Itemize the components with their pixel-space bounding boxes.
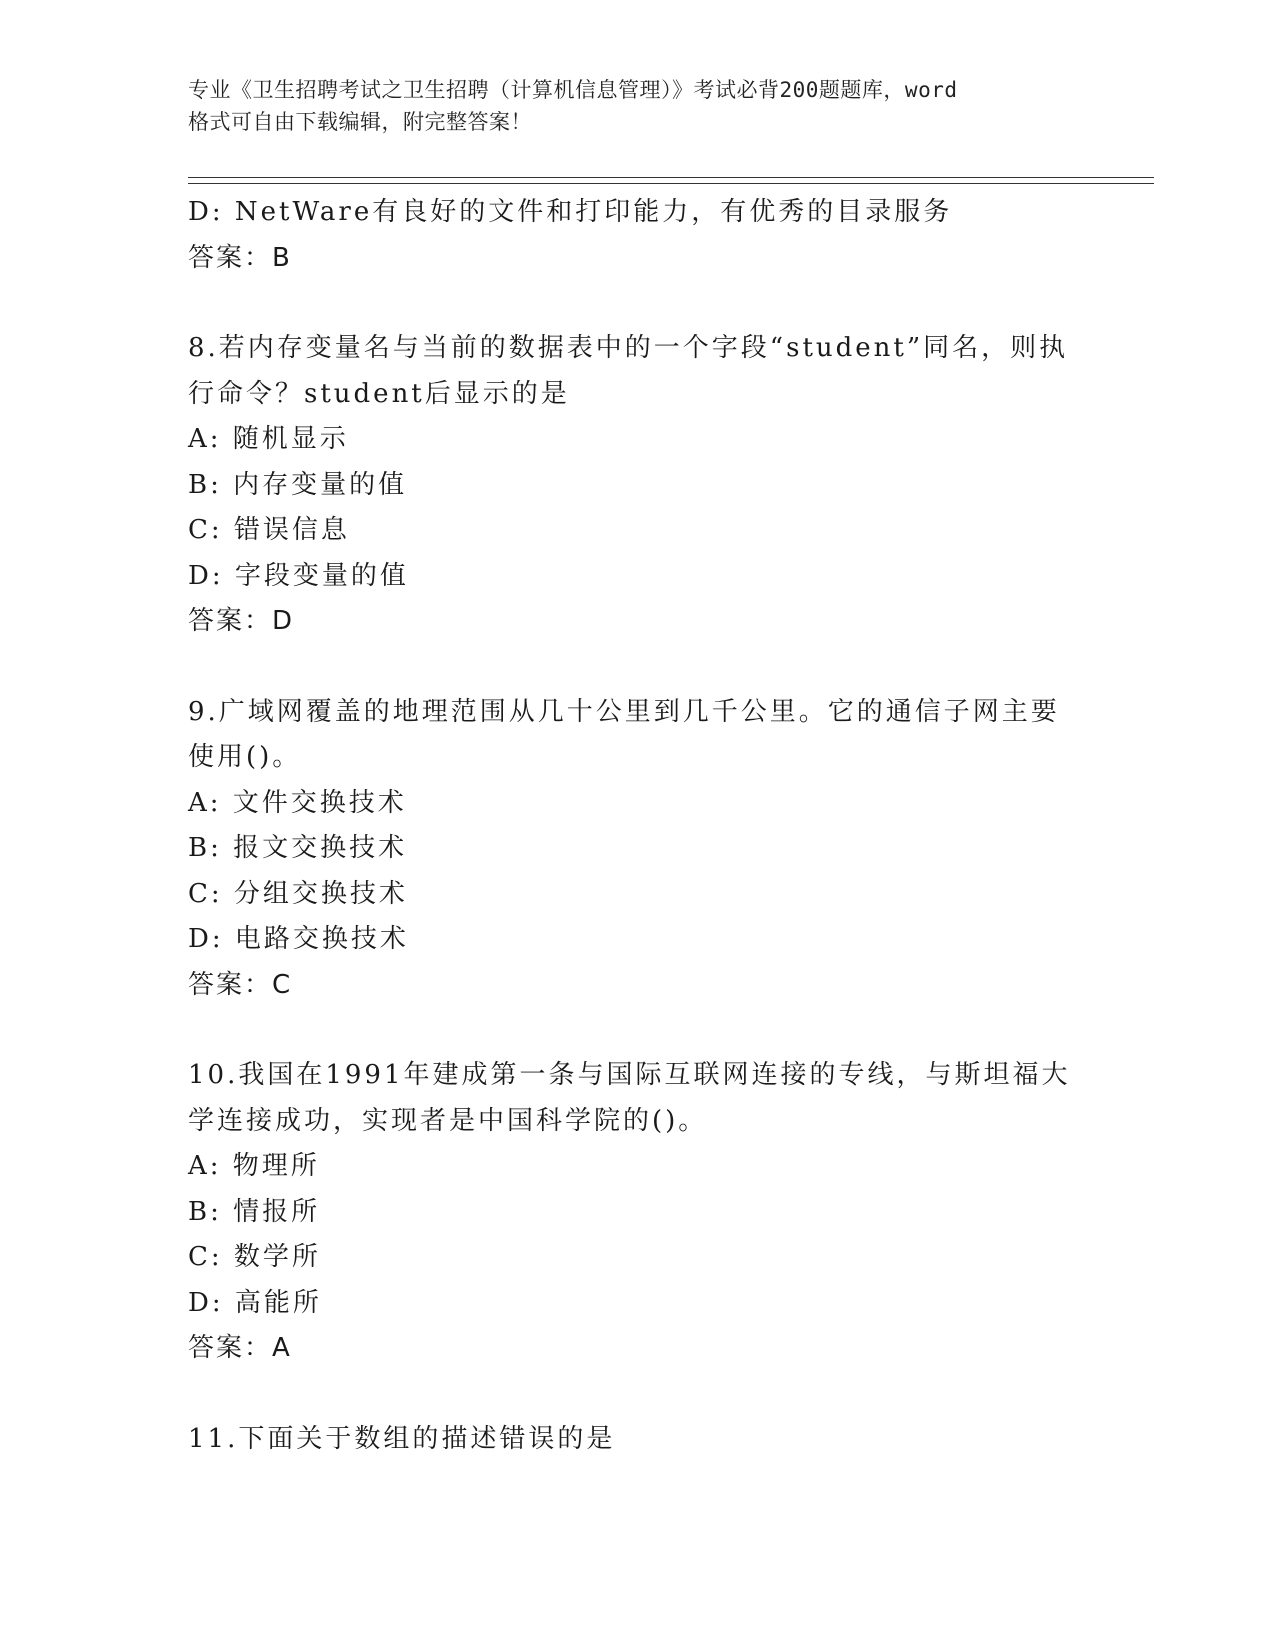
answer: 答案：A [188, 1333, 292, 1363]
option-b: B: 报文交换技术 [188, 833, 408, 863]
question-10 [188, 1053, 1088, 1372]
question-stem-line-2: 学连接成功，实现者是中国科学院的()。 [188, 1105, 708, 1136]
question-9 [188, 690, 1088, 1009]
spacer [188, 281, 1088, 326]
option-b: B: 内存变量的值 [188, 469, 408, 500]
option-d: D: 电路交换技术 [188, 924, 409, 954]
option-a: A: 物理所 [188, 1151, 320, 1181]
question-stem-line-1: 10.我国在1991年建成第一条与国际互联网连接的专线，与斯坦福大 [188, 1060, 1071, 1090]
question-7-tail [188, 190, 1088, 281]
option-c: C: 错误信息 [188, 515, 350, 545]
question-stem-line-2: 使用()。 [188, 742, 302, 772]
option-c: C: 数学所 [188, 1242, 321, 1272]
answer: 答案：C [188, 969, 293, 1000]
option-c: C: 分组交换技术 [188, 878, 408, 909]
question-stem-line-1: 9.广域网覆盖的地理范围从几十公里到几千公里。它的通信子网主要 [188, 696, 1060, 727]
question-stem-line-1: 8.若内存变量名与当前的数据表中的一个字段“student”同名，则执 [188, 333, 1069, 363]
option-a: A: 随机显示 [188, 424, 349, 454]
question-8 [188, 326, 1088, 645]
answer: 答案：D [188, 606, 295, 636]
option-a: A: 文件交换技术 [188, 787, 407, 818]
option-d: D: 字段变量的值 [188, 560, 409, 591]
question-stem-line-1: 11.下面关于数组的描述错误的是 [188, 1423, 616, 1454]
spacer [188, 1372, 1088, 1417]
header-title-line-2: 格式可自由下载编辑，附完整答案！ [188, 110, 532, 134]
answer: 答案：B [188, 242, 292, 273]
question-11 [188, 1417, 1088, 1463]
option-d: D: NetWare有良好的文件和打印能力，有优秀的目录服务 [188, 197, 953, 227]
option-d: D: 高能所 [188, 1287, 322, 1318]
header-divider-bottom [188, 183, 1154, 184]
question-stem-line-2: 行命令？student后显示的是 [188, 378, 570, 409]
spacer [188, 645, 1088, 690]
spacer [188, 1008, 1088, 1053]
header-title-line-1: 专业《卫生招聘考试之卫生招聘（计算机信息管理）》考试必背200题题库，word [188, 78, 958, 102]
option-b: B: 情报所 [188, 1196, 321, 1227]
document-header [188, 74, 1088, 138]
header-divider-top [188, 177, 1154, 178]
question-list [188, 190, 1088, 1462]
